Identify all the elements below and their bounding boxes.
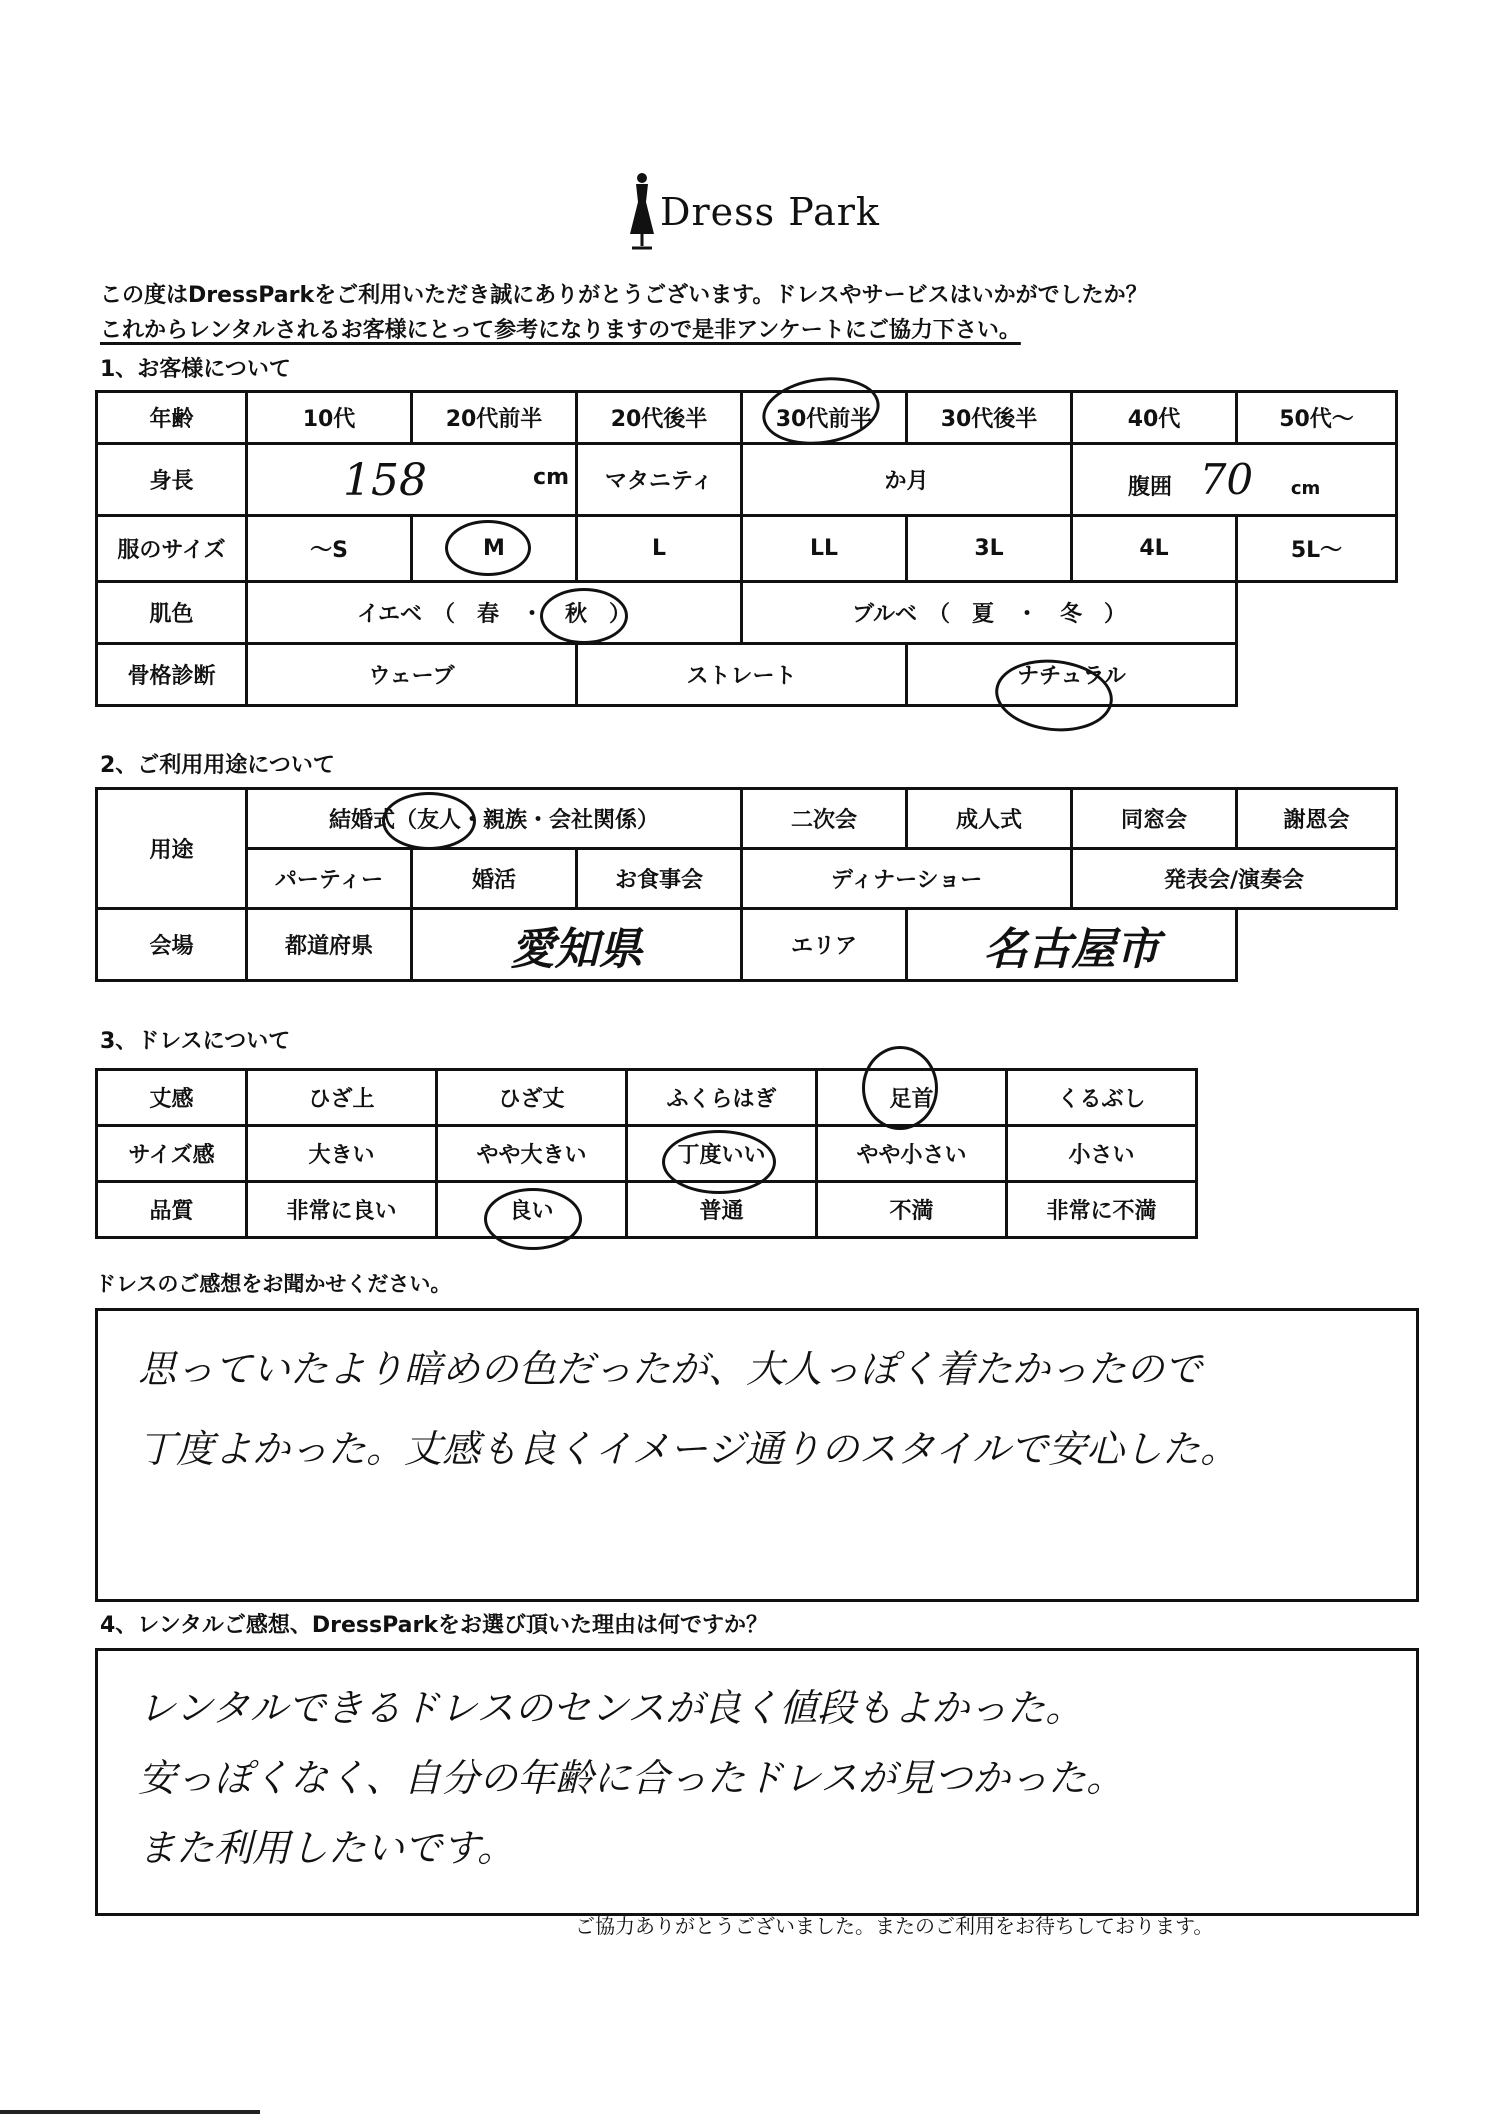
length-option[interactable]: くるぶし [1007,1070,1197,1126]
quality-option[interactable]: 不満 [817,1182,1007,1238]
size-option[interactable]: LL [742,516,907,582]
maternity-label: マタニティ [577,444,742,516]
purpose-option[interactable]: 発表会/演奏会 [1072,849,1397,909]
brand-name: Dress Park [660,190,880,234]
length-option[interactable]: ひざ上 [247,1070,437,1126]
purpose-option[interactable]: 同窓会 [1072,789,1237,849]
height-label: 身長 [97,444,247,516]
waist-value: 70 [1199,455,1254,504]
purpose-option[interactable]: パーティー [247,849,412,909]
frame-option[interactable]: ナチュラル [907,644,1237,706]
purpose-option[interactable]: 婚活 [412,849,577,909]
quality-option[interactable]: 普通 [627,1182,817,1238]
maternity-unit[interactable]: か月 [742,444,1072,516]
skin-label: 肌色 [97,582,247,644]
blank-cell [1237,582,1397,644]
blank-cell [1237,644,1397,706]
purpose-table [95,787,1398,982]
fit-option[interactable]: やや大きい [437,1126,627,1182]
length-option[interactable]: ひざ丈 [437,1070,627,1126]
skin-yellow-option[interactable]: イエベ （ 春 ・ 秋 ） [247,582,742,644]
waist-unit: cm [1290,478,1321,499]
length-option[interactable]: ふくらはぎ [627,1070,817,1126]
impression-textarea[interactable]: 思っていたより暗めの色だったが、大人っぽく着たかったので 丁度よかった。丈感も良くイメージ通りのスタイルで安心した。 [95,1308,1419,1602]
section4-title: 4、レンタルご感想、DressParkをお選び頂いた理由は何ですか？ [100,1613,768,1638]
prefecture-label: 都道府県 [247,909,412,981]
purpose-option[interactable]: お食事会 [577,849,742,909]
height-unit: cm [533,465,569,490]
impression-prompt: ドレスのご感想をお聞かせください。 [95,1272,452,1296]
height-field[interactable] [247,444,577,516]
frame-label: 骨格診断 [97,644,247,706]
intro-thanks: この度はDressParkをご利用いただき誠にありがとうございます。ドレスやサービスはいかがでしたか？ [100,283,1148,308]
frame-option[interactable]: ストレート [577,644,907,706]
size-option[interactable]: 4L [1072,516,1237,582]
dress-logo-icon [624,172,660,252]
scan-artifact [0,2110,260,2114]
age-option[interactable]: 30代後半 [907,392,1072,444]
purpose-wedding[interactable]: 結婚式（友人・親族・会社関係） [247,789,742,849]
size-option[interactable]: ～S [247,516,412,582]
waist-field[interactable] [1072,444,1397,516]
intro-request: これからレンタルされるお客様にとって参考になりますので是非アンケートにご協力下さい。 [100,318,1021,343]
quality-option[interactable]: 良い [437,1182,627,1238]
purpose-option[interactable]: 二次会 [742,789,907,849]
size-option[interactable]: M [412,516,577,582]
height-value: 158 [343,455,427,506]
venue-label: 会場 [97,909,247,981]
age-option[interactable]: 50代～ [1237,392,1397,444]
section2-title: 2、ご利用用途について [100,753,335,778]
length-option[interactable]: 足首 [817,1070,1007,1126]
age-option[interactable]: 20代前半 [412,392,577,444]
skin-blue-option[interactable]: ブルベ （ 夏 ・ 冬 ） [742,582,1237,644]
section3-title: 3、ドレスについて [100,1029,291,1054]
size-option[interactable]: L [577,516,742,582]
section1-title: 1、お客様について [100,357,291,382]
fit-option[interactable]: やや小さい [817,1126,1007,1182]
customer-table [95,390,1398,707]
closing-message: ご協力ありがとうございました。またのご利用をお待ちしております。 [575,1914,1214,1938]
fit-option[interactable]: 丁度いい [627,1126,817,1182]
purpose-label: 用途 [97,789,247,909]
age-label: 年齢 [97,392,247,444]
fit-label: サイズ感 [97,1126,247,1182]
fit-option[interactable]: 大きい [247,1126,437,1182]
reason-textarea[interactable]: レンタルできるドレスのセンスが良く値段もよかった。 安っぽくなく、自分の年齢に合ったドレスが見つかった。 また利用したいです。 [95,1648,1419,1916]
quality-option[interactable]: 非常に良い [247,1182,437,1238]
age-option[interactable]: 10代 [247,392,412,444]
age-option[interactable]: 30代前半 [742,392,907,444]
dress-table [95,1068,1198,1239]
purpose-option[interactable]: ディナーショー [742,849,1072,909]
area-label: エリア [742,909,907,981]
size-option[interactable]: 3L [907,516,1072,582]
purpose-option[interactable]: 成人式 [907,789,1072,849]
frame-option[interactable]: ウェーブ [247,644,577,706]
quality-label: 品質 [97,1182,247,1238]
age-option[interactable]: 40代 [1072,392,1237,444]
length-label: 丈感 [97,1070,247,1126]
blank-cell [1237,909,1397,981]
prefecture-value[interactable]: 愛知県 [412,909,742,981]
purpose-option[interactable]: 謝恩会 [1237,789,1397,849]
age-option[interactable]: 20代後半 [577,392,742,444]
size-label: 服のサイズ [97,516,247,582]
waist-label: 腹囲 [1128,475,1173,500]
fit-option[interactable]: 小さい [1007,1126,1197,1182]
quality-option[interactable]: 非常に不満 [1007,1182,1197,1238]
area-value[interactable]: 名古屋市 [907,909,1237,981]
size-option[interactable]: 5L～ [1237,516,1397,582]
